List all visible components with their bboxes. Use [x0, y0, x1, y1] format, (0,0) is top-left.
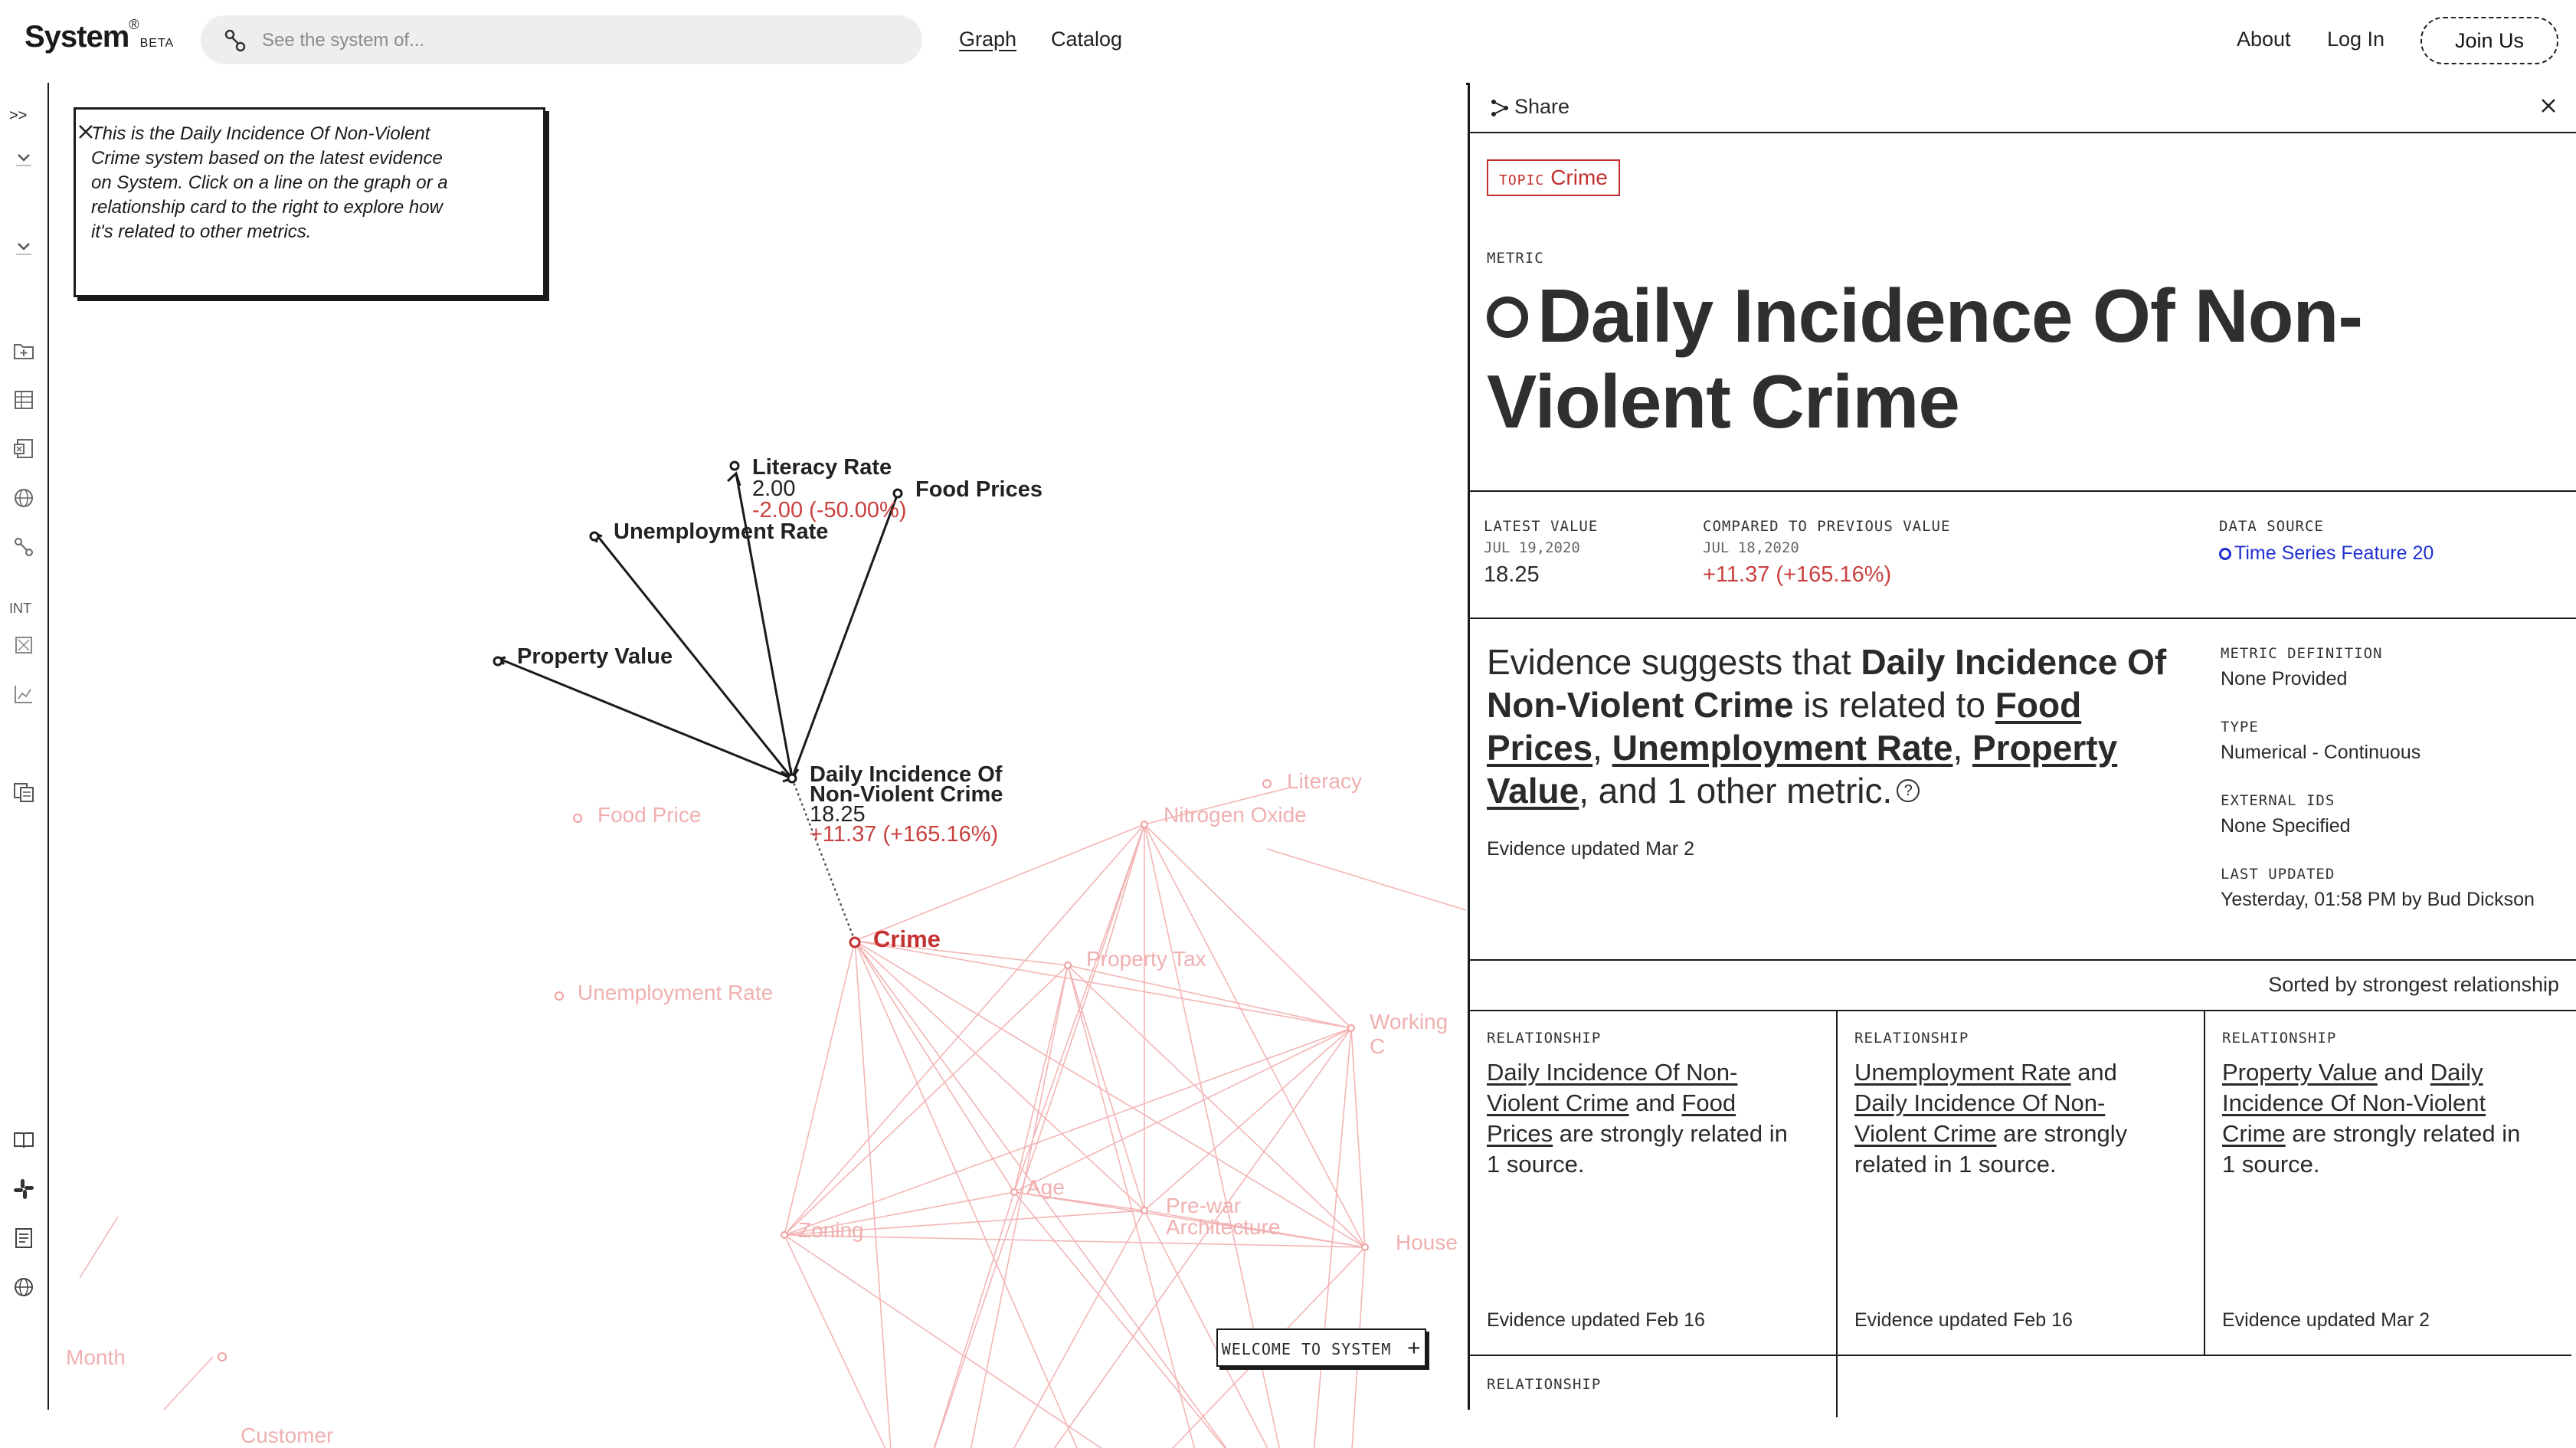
- stat-label: COMPARED TO PREVIOUS VALUE: [1703, 518, 1951, 535]
- book-icon[interactable]: [11, 1128, 36, 1152]
- card-text: [1854, 1057, 2161, 1180]
- search-bar[interactable]: [201, 15, 922, 64]
- meta-label: EXTERNAL IDS: [2221, 792, 2335, 809]
- join-us-button[interactable]: Join Us: [2421, 17, 2558, 64]
- metric-definition: [2221, 645, 2558, 690]
- panel-header: [1470, 83, 2576, 133]
- meta-value: None Provided: [2221, 668, 2348, 690]
- evidence-summary: [1487, 640, 2176, 812]
- info-tooltip: [74, 107, 545, 297]
- evidence-metric: Daily Incidence Of Non-Violent Crime: [1487, 642, 2167, 725]
- evidence-link-unemployment-rate[interactable]: Unemployment Rate: [1612, 728, 1953, 768]
- relationship-card[interactable]: [1470, 1356, 1838, 1417]
- card-rest: are strongly related in 1 source.: [2222, 1120, 2521, 1178]
- stat-value: 18.25: [1484, 562, 1540, 587]
- nav-about[interactable]: About: [2237, 28, 2291, 51]
- faded-label: Pre-war: [1166, 1194, 1242, 1217]
- faded-label: Age: [1026, 1175, 1065, 1199]
- documents-icon[interactable]: [11, 780, 36, 804]
- evidence-text: Evidence suggests that: [1487, 642, 1861, 682]
- stat-date: JUL 19,2020: [1484, 539, 1580, 556]
- nav-login[interactable]: Log In: [2327, 28, 2385, 51]
- node-label: Literacy Rate: [752, 455, 892, 480]
- table-icon[interactable]: [11, 388, 36, 412]
- node-change: -2.00 (-50.00%): [752, 498, 907, 523]
- card-updated: Evidence updated Feb 16: [1854, 1309, 2073, 1331]
- background-nodes: [218, 780, 1368, 1361]
- card-link[interactable]: Property Value: [2222, 1059, 2378, 1086]
- node-unemployment-rate[interactable]: Unemployment Rate: [614, 519, 829, 544]
- card-label: RELATIONSHIP: [1487, 1376, 1602, 1393]
- compare-value-block: [1703, 518, 1950, 588]
- topic-tag[interactable]: [1487, 159, 1620, 196]
- meta-label: LAST UPDATED: [2221, 866, 2335, 883]
- source-dot-icon: [2219, 548, 2231, 560]
- external-ids: [2221, 792, 2558, 837]
- card-conj: and: [2070, 1059, 2117, 1086]
- card-conj: and: [2377, 1059, 2430, 1086]
- stats-row: [1470, 490, 2576, 619]
- node-value: 18.25: [810, 802, 866, 827]
- beta-badge: BETA: [139, 37, 175, 50]
- card-updated: Evidence updated Feb 16: [1487, 1309, 1705, 1331]
- metric-type: [2221, 719, 2558, 764]
- expand-toggle[interactable]: >>: [9, 107, 28, 124]
- faded-label: Architecture: [1166, 1215, 1281, 1239]
- faded-label: Food Price: [597, 803, 702, 827]
- card-conj: and: [1628, 1089, 1682, 1116]
- last-updated: [2221, 866, 2558, 911]
- data-source-block: [2219, 518, 2434, 565]
- stat-label: DATA SOURCE: [2219, 518, 2324, 535]
- spreadsheet-icon[interactable]: [11, 437, 36, 461]
- slack-icon[interactable]: [11, 1177, 36, 1201]
- sort-selector[interactable]: Sorted by strongest relationship: [2268, 973, 2559, 996]
- evidence-text: ,: [1592, 728, 1612, 768]
- node-label: Daily Incidence Of: [810, 762, 1003, 787]
- latest-value-block: [1484, 518, 1598, 588]
- card-link[interactable]: Daily Incidence Of Non-Violent Crime: [1854, 1089, 2106, 1147]
- metric-title: [1487, 273, 2529, 444]
- globe-icon[interactable]: [11, 486, 36, 510]
- faded-label: Property Tax: [1086, 947, 1206, 971]
- meta-label: TYPE: [2221, 719, 2259, 735]
- topic-value: Crime: [1550, 165, 1608, 189]
- close-icon[interactable]: [76, 122, 96, 142]
- plus-icon: +: [1407, 1335, 1422, 1360]
- globe-icon[interactable]: [11, 1275, 36, 1299]
- add-folder-icon[interactable]: [11, 339, 36, 363]
- node-food-prices[interactable]: Food Prices: [915, 477, 1043, 502]
- faded-label: Unemployment Rate: [578, 981, 774, 1004]
- left-toolbar: [0, 83, 49, 1410]
- stat-date: JUL 18,2020: [1703, 539, 1799, 556]
- close-icon[interactable]: [2538, 95, 2559, 116]
- node-crime[interactable]: Crime: [873, 925, 941, 952]
- card-link[interactable]: Daily Incidence Of Non-Violent Crime: [2222, 1059, 2486, 1147]
- node-daily-incidence[interactable]: [810, 762, 1003, 847]
- chevron-down-icon[interactable]: [11, 146, 36, 170]
- node-change: +11.37 (+165.16%): [810, 822, 999, 847]
- faded-label: Zoning: [798, 1218, 864, 1242]
- card-label: RELATIONSHIP: [2222, 1030, 2337, 1047]
- share-button[interactable]: [1490, 95, 1569, 119]
- card-text: [1487, 1057, 1793, 1180]
- card-label: RELATIONSHIP: [1487, 1030, 1602, 1047]
- evidence-text: , and 1 other metric.: [1579, 771, 1893, 811]
- metric-panel: [1468, 83, 2576, 1410]
- evidence-link-property-value[interactable]: Property Value: [1487, 728, 2118, 811]
- welcome-button[interactable]: [1216, 1328, 1426, 1367]
- meta-value: Yesterday, 01:58 PM by Bud Dickson: [2221, 889, 2535, 910]
- faded-label: Literacy: [1287, 769, 1363, 793]
- faded-label: Customer: [241, 1423, 334, 1447]
- welcome-label: WELCOME TO SYSTEM: [1221, 1340, 1392, 1358]
- faded-label: House: [1396, 1230, 1458, 1254]
- help-icon[interactable]: ?: [1897, 779, 1920, 802]
- logo-mark: ®: [129, 17, 139, 32]
- metric-dot-icon: [1487, 296, 1528, 338]
- card-updated: Evidence updated Mar 2: [2222, 1309, 2430, 1331]
- graph-link-icon[interactable]: [11, 535, 36, 559]
- faded-label: Nitrogen Oxide: [1164, 803, 1307, 827]
- search-input[interactable]: [260, 25, 907, 57]
- card-link[interactable]: Food Prices: [1487, 1089, 1736, 1147]
- tooltip-text: This is the Daily Incidence Of Non-Violent Crime system based on the latest evidence on System. Click on a line on the graph or a relationship card to the right to explore how it's related to other metrics.: [91, 123, 448, 242]
- nav-catalog[interactable]: Catalog: [1051, 28, 1123, 51]
- integration-icon[interactable]: [11, 633, 36, 657]
- node-property-value[interactable]: Property Value: [517, 644, 673, 669]
- evidence-text: is related to: [1793, 685, 1995, 725]
- evidence-link-food-prices[interactable]: Food Prices: [1487, 685, 2082, 768]
- data-source-text: Time Series Feature 20: [2234, 542, 2434, 564]
- line-chart-icon[interactable]: [11, 682, 36, 706]
- meta-value: Numerical - Continuous: [2221, 742, 2421, 763]
- top-bar: [0, 0, 2574, 85]
- logo[interactable]: [25, 17, 175, 54]
- card-label: RELATIONSHIP: [1854, 1030, 1969, 1047]
- stat-value: +11.37 (+165.16%): [1703, 562, 1892, 587]
- node-label: Non-Violent Crime: [810, 782, 1003, 807]
- relationship-card[interactable]: [2205, 1010, 2571, 1356]
- integrations-label: INT: [9, 601, 31, 616]
- share-label: Share: [1514, 95, 1570, 118]
- node-value: 2.00: [752, 477, 796, 501]
- graph-canvas[interactable]: [49, 83, 1466, 1447]
- card-rest: are strongly related in 1 source.: [1854, 1120, 2128, 1178]
- chevron-down-icon[interactable]: [11, 234, 36, 259]
- card-text: [2222, 1057, 2529, 1180]
- document-icon[interactable]: [11, 1226, 36, 1250]
- meta-label: METRIC DEFINITION: [2221, 645, 2383, 662]
- relationship-card[interactable]: [1838, 1010, 2205, 1356]
- sort-row: [1470, 959, 2576, 1011]
- share-icon: [1490, 98, 1510, 118]
- crime-node[interactable]: [850, 938, 859, 947]
- faded-label: Working C: [1370, 1010, 1448, 1058]
- card-rest: are strongly related in 1 source.: [1487, 1120, 1788, 1178]
- relationship-card[interactable]: [1470, 1010, 1838, 1356]
- metric-label: METRIC: [1487, 250, 1544, 267]
- node-literacy-rate[interactable]: [752, 457, 907, 521]
- topic-key: TOPIC: [1499, 172, 1545, 188]
- meta-value: None Specified: [2221, 815, 2351, 837]
- faded-label: Month: [66, 1345, 126, 1369]
- evidence-updated: Evidence updated Mar 2: [1487, 838, 1695, 860]
- card-link[interactable]: Unemployment Rate: [1854, 1059, 2071, 1086]
- nav-graph[interactable]: Graph: [959, 28, 1017, 51]
- stat-label: LATEST VALUE: [1484, 518, 1599, 535]
- card-link[interactable]: Daily Incidence Of Non-Violent Crime: [1487, 1059, 1738, 1116]
- data-source-link[interactable]: [2219, 542, 2434, 565]
- search-graph-icon: [224, 29, 247, 52]
- logo-text: System: [25, 20, 129, 54]
- metric-title-text: Daily Incidence Of Non-Violent Crime: [1487, 274, 2362, 444]
- evidence-text: ,: [1952, 728, 1972, 768]
